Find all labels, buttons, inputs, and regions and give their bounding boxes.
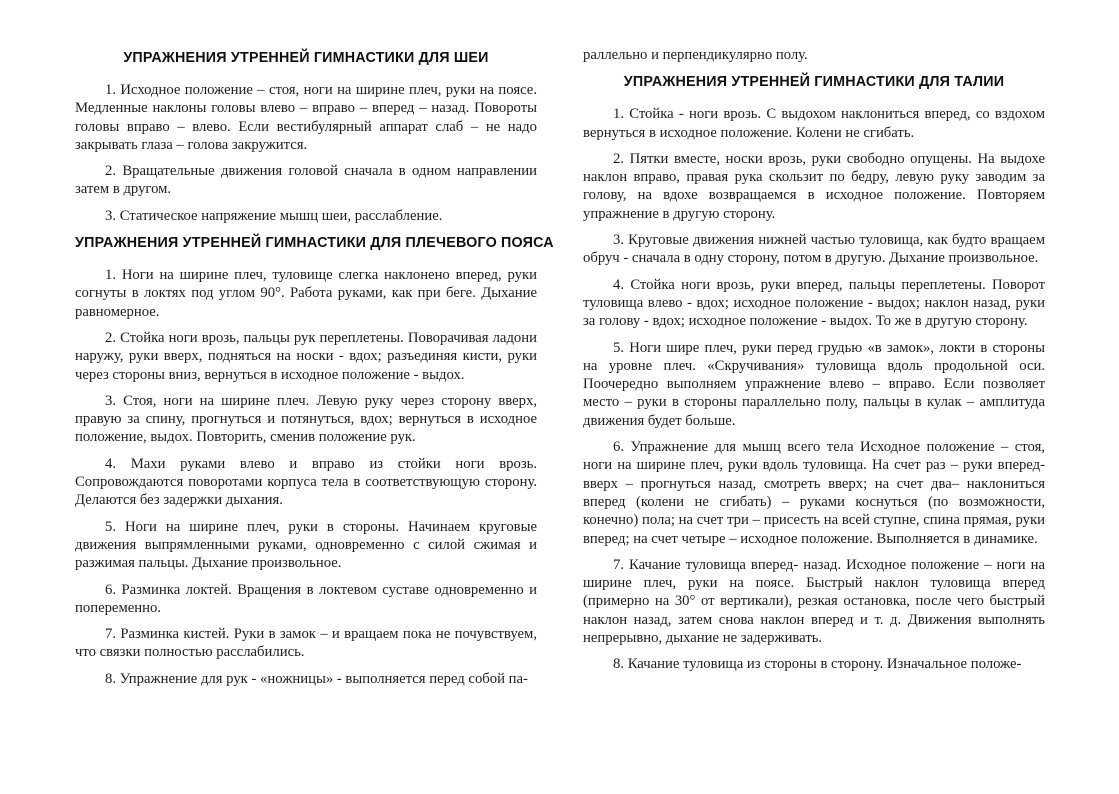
paragraph: 3. Стоя, ноги на ширине плеч. Левую руку через сторону вверх, правую за спину, прогнуться и потянуться, вдох; вернуться в исходное положение, выдох. Повторить, сменив положение рук.	[75, 392, 537, 446]
right-column	[583, 46, 1045, 774]
paragraph: 8. Упражнение для рук - «ножницы» - выполняется перед собой па-	[105, 670, 528, 687]
left-column	[75, 46, 554, 774]
paragraph: 6. Разминка локтей. Вращения в локтевом суставе одновременно и попеременно.	[75, 581, 537, 616]
section-heading: УПРАЖНЕНИЯ УТРЕННЕЙ ГИМНАСТИКИ ДЛЯ ШЕИ	[123, 50, 489, 66]
paragraph: 6. Упражнение для мышц всего тела Исходное положение – стоя, ноги на ширине плеч, руки вдоль туловища. На счет раз – руки вперед-вверх – прогнуться назад, смотреть вверх; на счет два– наклониться вперед (колени не сгибать) – руками коснуться (по возможности, конечно) пола; на счет три – присесть на всей ступне, спина прямая, руки вперед; на счет четыре – исходное положение. Выполняется в динамике.	[583, 439, 1045, 547]
paragraph: 2. Вращательные движения головой сначала в одном направлении затем в другом.	[75, 163, 537, 198]
paragraph: 7. Разминка кистей. Руки в замок – и вращаем пока не почувствуем, что связки полностью расслабились.	[75, 626, 537, 661]
paragraph: 1. Ноги на ширине плеч, туловище слегка наклонено вперед, руки согнуты в локтях под углом 90°. Работа руками, как при беге. Дыхание равномерное.	[75, 267, 537, 320]
paragraph: 4. Стойка ноги врозь, руки вперед, пальцы переплетены. Поворот туловища влево - вдох; исходное положение - выдох; наклон назад, руки за голову - вдох; исходное положение - выдох. То же в другую сторону.	[583, 276, 1045, 330]
section-heading: УПРАЖНЕНИЯ УТРЕННЕЙ ГИМНАСТИКИ ДЛЯ ПЛЕЧЕВОГО ПОЯСА	[75, 235, 554, 252]
paragraph: 5. Ноги шире плеч, руки перед грудью «в замок», локти в стороны на уровне плеч. «Скручивания» туловища вдоль продольной оси. Поочередно выполняем упражнение влево – вправо. Если позволяет место – руки в стороны параллельно полу, пальцы в кулак – амплитуда движения будет больше.	[583, 339, 1045, 429]
paragraph: 5. Ноги на ширине плеч, руки в стороны. Начинаем круговые движения выпрямленными руками, одновременно с силой сжимая и разжимая пальцы. Дыхание произвольное.	[75, 518, 537, 572]
paragraph: 3. Статическое напряжение мышц шеи, расслабление.	[105, 207, 443, 224]
paragraph: 3. Круговые движения нижней частью туловища, как будто вращаем обруч - сначала в одну сторону, потом в другую. Дыхание произвольное.	[583, 232, 1045, 267]
paragraph: 2. Стойка ноги врозь, пальцы рук переплетены. Поворачивая ладони наружу, руки вверх, подняться на носки - вдох; разъединяя кисти, руки через стороны вниз, вернуться в исходное положение - выдох.	[75, 329, 537, 383]
paragraph: раллельно и перпендикулярно полу.	[583, 47, 808, 63]
paragraph: 1. Исходное положение – стоя, ноги на ширине плеч, руки на поясе. Медленные наклоны головы влево – вправо – вперед – назад. Повороты головы вправо – влево. Если вестибулярный аппарат слаб – не надо закрывать глаза – голова закружится.	[75, 82, 537, 153]
paragraph: 7. Качание туловища вперед- назад. Исходное положение – ноги на ширине плеч, руки на поясе. Быстрый наклон туловища вперед (примерно на 30° от вертикали), резкая остановка, после чего быстрый наклон назад, затем снова наклон вперед и т. д. Движения выполнять непрерывно, дыхание не задерживать.	[583, 556, 1045, 647]
paragraph: 4. Махи руками влево и вправо из стойки ноги врозь. Сопровождаются поворотами корпуса тела в соответствующую сторону. Делаются без задержки дыхания.	[75, 455, 537, 509]
paragraph: 1. Стойка - ноги врозь. С выдохом наклониться вперед, со вздохом вернуться в исходное положение. Колени не сгибать.	[583, 106, 1045, 141]
paragraph: 8. Качание туловища из стороны в сторону. Изначальное положе-	[613, 656, 1022, 673]
section-heading: УПРАЖНЕНИЯ УТРЕННЕЙ ГИМНАСТИКИ ДЛЯ ТАЛИИ	[623, 74, 1005, 91]
paragraph: 2. Пятки вместе, носки врозь, руки свободно опущены. На выдохе наклон вправо, правая рука скользит по бедру, левую руку заводим за голову, на вдохе возвращаемся в исходное положение. Повторяем упражнение в другую сторону.	[583, 150, 1045, 222]
